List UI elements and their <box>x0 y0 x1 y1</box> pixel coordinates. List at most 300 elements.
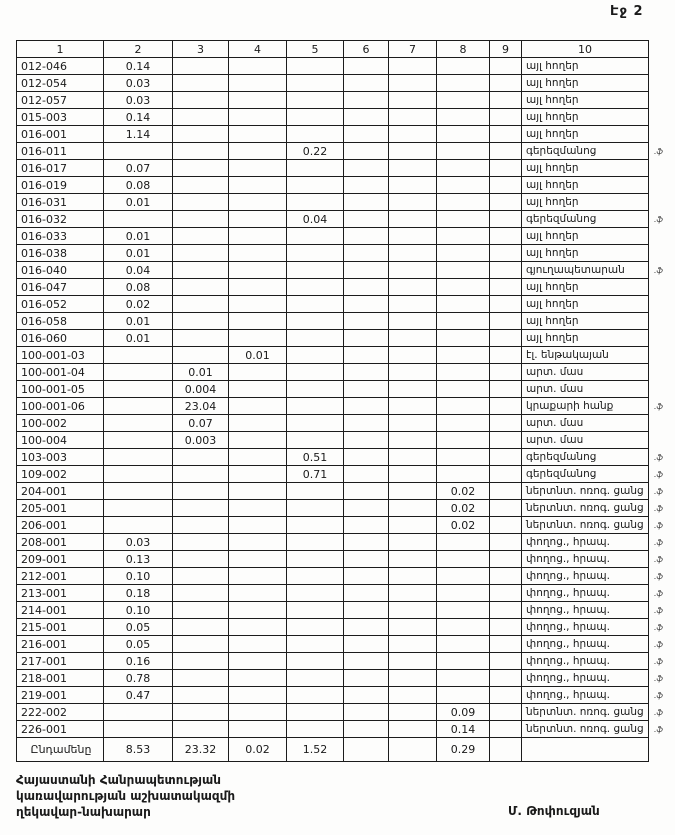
area-value-cell <box>437 262 490 279</box>
area-value-cell: 0.09 <box>437 704 490 721</box>
parcel-code-cell: 205-001 <box>17 500 104 517</box>
area-value-cell <box>389 568 437 585</box>
area-value-cell <box>490 194 522 211</box>
area-value-cell <box>389 364 437 381</box>
parcel-code-cell: 216-001 <box>17 636 104 653</box>
parcel-code-cell: 103-003 <box>17 449 104 466</box>
area-value-cell <box>229 143 287 160</box>
table-row <box>17 262 673 279</box>
area-value-cell <box>389 58 437 75</box>
area-value-cell: 0.29 <box>437 738 490 762</box>
area-value-cell <box>287 721 344 738</box>
area-value-cell <box>104 466 173 483</box>
area-value-cell <box>437 109 490 126</box>
land-type-cell: փողոց., հրապ. <box>522 551 649 568</box>
area-value-cell <box>229 398 287 415</box>
area-value-cell <box>104 721 173 738</box>
area-value-cell <box>389 381 437 398</box>
area-value-cell <box>287 381 344 398</box>
parcel-code-cell: 016-019 <box>17 177 104 194</box>
parcel-code-cell: 012-046 <box>17 58 104 75</box>
area-value-cell <box>490 330 522 347</box>
area-value-cell <box>344 585 389 602</box>
area-value-cell <box>344 92 389 109</box>
parcel-code-cell: 016-033 <box>17 228 104 245</box>
area-value-cell: 0.01 <box>173 364 229 381</box>
area-value-cell <box>287 534 344 551</box>
area-value-cell <box>287 687 344 704</box>
area-value-cell <box>437 58 490 75</box>
area-value-cell <box>173 58 229 75</box>
land-type-cell: այլ հողեր <box>522 160 649 177</box>
area-value-cell <box>104 415 173 432</box>
area-value-cell <box>344 398 389 415</box>
handwritten-margin-mark: .ֆ <box>654 605 663 615</box>
area-value-cell <box>490 92 522 109</box>
parcel-code-cell: 016-031 <box>17 194 104 211</box>
table-row <box>17 517 673 534</box>
area-value-cell <box>490 211 522 228</box>
total-row <box>17 738 673 762</box>
handwritten-margin-mark <box>649 415 673 432</box>
area-value-cell <box>389 194 437 211</box>
area-value-cell <box>437 466 490 483</box>
area-value-cell <box>287 262 344 279</box>
area-value-cell <box>229 296 287 313</box>
handwritten-margin-mark <box>649 160 673 177</box>
area-value-cell: 0.05 <box>104 619 173 636</box>
area-value-cell <box>344 653 389 670</box>
parcel-code-cell: 016-017 <box>17 160 104 177</box>
area-value-cell <box>104 211 173 228</box>
table-row <box>17 228 673 245</box>
handwritten-margin-mark: .ֆ <box>654 503 663 513</box>
area-value-cell <box>229 670 287 687</box>
area-value-cell <box>287 653 344 670</box>
area-value-cell <box>437 75 490 92</box>
area-value-cell: 0.003 <box>173 432 229 449</box>
area-value-cell <box>389 211 437 228</box>
handwritten-margin-mark: .ֆ <box>654 537 663 547</box>
area-value-cell <box>229 126 287 143</box>
handwritten-margin-mark: .ֆ <box>654 214 663 224</box>
area-value-cell <box>344 738 389 762</box>
area-value-cell <box>437 415 490 432</box>
area-value-cell <box>344 75 389 92</box>
table-row <box>17 534 673 551</box>
area-value-cell <box>490 109 522 126</box>
area-value-cell <box>173 619 229 636</box>
area-value-cell <box>287 228 344 245</box>
area-value-cell <box>229 279 287 296</box>
area-value-cell <box>287 160 344 177</box>
area-value-cell <box>344 160 389 177</box>
table-row <box>17 585 673 602</box>
area-value-cell <box>173 517 229 534</box>
area-value-cell <box>389 279 437 296</box>
area-value-cell <box>173 500 229 517</box>
handwritten-margin-mark <box>649 92 673 109</box>
column-header: 8 <box>437 41 490 58</box>
parcel-code-cell: 209-001 <box>17 551 104 568</box>
area-value-cell <box>344 517 389 534</box>
table-row <box>17 177 673 194</box>
area-value-cell <box>490 75 522 92</box>
area-value-cell <box>437 347 490 364</box>
parcel-code-cell: 012-054 <box>17 75 104 92</box>
table-row <box>17 653 673 670</box>
area-value-cell <box>389 313 437 330</box>
area-value-cell <box>490 653 522 670</box>
area-value-cell <box>287 347 344 364</box>
area-value-cell <box>437 194 490 211</box>
column-header: 10 <box>522 41 649 58</box>
parcel-code-cell: 100-002 <box>17 415 104 432</box>
area-value-cell <box>344 126 389 143</box>
table-row <box>17 483 673 500</box>
land-type-cell: փողոց., հրապ. <box>522 687 649 704</box>
handwritten-margin-mark <box>649 313 673 330</box>
land-type-cell: գերեզմանոց <box>522 211 649 228</box>
area-value-cell: 0.08 <box>104 279 173 296</box>
area-value-cell <box>229 483 287 500</box>
area-value-cell <box>229 160 287 177</box>
area-value-cell <box>173 653 229 670</box>
area-value-cell <box>229 653 287 670</box>
handwritten-margin-mark <box>649 177 673 194</box>
handwritten-margin-mark <box>649 245 673 262</box>
area-value-cell <box>344 313 389 330</box>
area-value-cell <box>173 551 229 568</box>
area-value-cell <box>173 177 229 194</box>
area-value-cell <box>287 585 344 602</box>
parcel-code-cell: 016-038 <box>17 245 104 262</box>
area-value-cell <box>389 483 437 500</box>
area-value-cell: 0.01 <box>229 347 287 364</box>
table-row <box>17 211 673 228</box>
area-value-cell <box>437 534 490 551</box>
area-value-cell <box>287 636 344 653</box>
land-type-cell: ներտնտ. ոռոգ. ցանց <box>522 704 649 721</box>
area-value-cell <box>287 92 344 109</box>
area-value-cell <box>173 228 229 245</box>
area-value-cell <box>490 602 522 619</box>
parcel-code-cell: 218-001 <box>17 670 104 687</box>
area-value-cell <box>344 500 389 517</box>
area-value-cell <box>344 619 389 636</box>
table-row <box>17 398 673 415</box>
area-value-cell: 0.13 <box>104 551 173 568</box>
area-value-cell <box>173 568 229 585</box>
area-value-cell <box>389 160 437 177</box>
area-value-cell <box>490 415 522 432</box>
area-value-cell <box>389 177 437 194</box>
area-value-cell <box>229 194 287 211</box>
handwritten-margin-mark <box>649 58 673 75</box>
area-value-cell <box>104 483 173 500</box>
area-value-cell: 0.47 <box>104 687 173 704</box>
header-row <box>17 41 673 58</box>
area-value-cell <box>389 619 437 636</box>
area-value-cell <box>229 58 287 75</box>
area-value-cell <box>173 313 229 330</box>
area-value-cell <box>389 143 437 160</box>
area-value-cell: 0.22 <box>287 143 344 160</box>
area-value-cell <box>229 585 287 602</box>
area-value-cell <box>287 483 344 500</box>
area-value-cell <box>389 449 437 466</box>
handwritten-margin-mark: .ֆ <box>654 673 663 683</box>
area-value-cell <box>173 109 229 126</box>
area-value-cell <box>287 398 344 415</box>
area-value-cell <box>437 619 490 636</box>
area-value-cell <box>389 738 437 762</box>
area-value-cell: 0.02 <box>437 483 490 500</box>
table-row <box>17 126 673 143</box>
parcel-code-cell: 100-001-03 <box>17 347 104 364</box>
handwritten-margin-mark <box>649 364 673 381</box>
area-value-cell <box>344 279 389 296</box>
area-value-cell <box>437 177 490 194</box>
area-value-cell <box>173 75 229 92</box>
area-value-cell <box>104 398 173 415</box>
area-value-cell <box>287 517 344 534</box>
handwritten-margin-mark <box>649 738 673 762</box>
land-type-cell <box>522 738 649 762</box>
land-registry-table <box>16 40 673 762</box>
area-value-cell <box>437 398 490 415</box>
area-value-cell <box>287 602 344 619</box>
area-value-cell <box>173 279 229 296</box>
area-value-cell <box>229 534 287 551</box>
land-type-cell: այլ հողեր <box>522 75 649 92</box>
area-value-cell: 1.14 <box>104 126 173 143</box>
area-value-cell <box>389 245 437 262</box>
area-value-cell <box>490 619 522 636</box>
table-row <box>17 619 673 636</box>
area-value-cell: 0.02 <box>104 296 173 313</box>
area-value-cell <box>173 160 229 177</box>
area-value-cell <box>490 517 522 534</box>
handwritten-margin-mark: .ֆ <box>654 520 663 530</box>
issuer-title-block <box>16 772 235 820</box>
area-value-cell <box>490 58 522 75</box>
area-value-cell <box>287 415 344 432</box>
area-value-cell <box>437 92 490 109</box>
area-value-cell <box>287 364 344 381</box>
area-value-cell <box>490 364 522 381</box>
table-row <box>17 670 673 687</box>
handwritten-margin-mark <box>649 228 673 245</box>
parcel-code-cell: 204-001 <box>17 483 104 500</box>
column-header: 5 <box>287 41 344 58</box>
area-value-cell <box>389 551 437 568</box>
area-value-cell <box>344 551 389 568</box>
area-value-cell <box>287 194 344 211</box>
area-value-cell <box>490 262 522 279</box>
area-value-cell <box>490 143 522 160</box>
area-value-cell: 0.78 <box>104 670 173 687</box>
table-row <box>17 449 673 466</box>
table-row <box>17 364 673 381</box>
handwritten-margin-mark <box>649 381 673 398</box>
area-value-cell: 0.08 <box>104 177 173 194</box>
column-header: 7 <box>389 41 437 58</box>
table-header <box>17 41 673 58</box>
area-value-cell <box>287 330 344 347</box>
area-value-cell: 0.03 <box>104 75 173 92</box>
land-type-cell: կրաքարի հանք <box>522 398 649 415</box>
area-value-cell <box>229 687 287 704</box>
land-type-cell: այլ հողեր <box>522 313 649 330</box>
area-value-cell <box>344 364 389 381</box>
area-value-cell <box>229 636 287 653</box>
table-row <box>17 296 673 313</box>
area-value-cell <box>437 211 490 228</box>
area-value-cell <box>389 636 437 653</box>
land-type-cell: այլ հողեր <box>522 58 649 75</box>
area-value-cell <box>173 636 229 653</box>
area-value-cell <box>437 449 490 466</box>
area-value-cell <box>173 296 229 313</box>
area-value-cell <box>490 738 522 762</box>
land-type-cell: այլ հողեր <box>522 228 649 245</box>
area-value-cell <box>173 262 229 279</box>
area-value-cell <box>173 670 229 687</box>
area-value-cell <box>229 330 287 347</box>
area-value-cell <box>173 143 229 160</box>
land-type-cell: ներտնտ. ոռոգ. ցանց <box>522 483 649 500</box>
area-value-cell <box>437 296 490 313</box>
area-value-cell: 23.04 <box>173 398 229 415</box>
area-value-cell <box>173 466 229 483</box>
area-value-cell <box>389 330 437 347</box>
area-value-cell: 0.02 <box>437 500 490 517</box>
land-type-cell: այլ հողեր <box>522 194 649 211</box>
area-value-cell <box>437 160 490 177</box>
area-value-cell <box>389 585 437 602</box>
parcel-code-cell: 212-001 <box>17 568 104 585</box>
table-row <box>17 636 673 653</box>
table-row <box>17 687 673 704</box>
area-value-cell <box>437 653 490 670</box>
area-value-cell <box>389 347 437 364</box>
table-row <box>17 500 673 517</box>
area-value-cell: 0.10 <box>104 602 173 619</box>
handwritten-margin-mark <box>649 75 673 92</box>
table-row <box>17 92 673 109</box>
area-value-cell <box>229 381 287 398</box>
margin-spacer <box>649 41 673 58</box>
area-value-cell <box>229 364 287 381</box>
area-value-cell <box>173 483 229 500</box>
area-value-cell <box>490 687 522 704</box>
area-value-cell: 0.01 <box>104 194 173 211</box>
signatory-name: Մ. Թոփուզյան <box>508 804 600 818</box>
area-value-cell <box>287 58 344 75</box>
land-type-cell: ներտնտ. ոռոգ. ցանց <box>522 500 649 517</box>
handwritten-margin-mark: .ֆ <box>654 656 663 666</box>
area-value-cell <box>287 279 344 296</box>
area-value-cell <box>344 347 389 364</box>
area-value-cell <box>389 653 437 670</box>
area-value-cell <box>437 687 490 704</box>
area-value-cell: 0.004 <box>173 381 229 398</box>
area-value-cell <box>344 330 389 347</box>
area-value-cell <box>344 245 389 262</box>
area-value-cell: 0.02 <box>437 517 490 534</box>
area-value-cell <box>104 143 173 160</box>
land-type-cell: փողոց., հրապ. <box>522 619 649 636</box>
area-value-cell <box>437 364 490 381</box>
handwritten-margin-mark <box>649 109 673 126</box>
area-value-cell <box>389 500 437 517</box>
table-row <box>17 143 673 160</box>
area-value-cell <box>490 245 522 262</box>
handwritten-margin-mark: .ֆ <box>654 707 663 717</box>
land-type-cell: այլ հողեր <box>522 296 649 313</box>
area-value-cell <box>389 75 437 92</box>
parcel-code-cell: 015-003 <box>17 109 104 126</box>
area-value-cell: 0.14 <box>104 109 173 126</box>
area-value-cell <box>287 177 344 194</box>
area-value-cell <box>389 687 437 704</box>
parcel-code-cell: 016-047 <box>17 279 104 296</box>
area-value-cell <box>389 415 437 432</box>
parcel-code-cell: 100-001-06 <box>17 398 104 415</box>
handwritten-margin-mark <box>649 347 673 364</box>
area-value-cell <box>173 687 229 704</box>
area-value-cell: 0.07 <box>173 415 229 432</box>
area-value-cell <box>229 500 287 517</box>
area-value-cell: 0.03 <box>104 534 173 551</box>
area-value-cell <box>437 330 490 347</box>
area-value-cell: 0.14 <box>437 721 490 738</box>
parcel-code-cell: 219-001 <box>17 687 104 704</box>
area-value-cell <box>389 721 437 738</box>
area-value-cell <box>229 211 287 228</box>
area-value-cell <box>344 58 389 75</box>
handwritten-margin-mark: .ֆ <box>654 690 663 700</box>
land-type-cell: փողոց., հրապ. <box>522 534 649 551</box>
area-value-cell <box>490 534 522 551</box>
area-value-cell <box>389 296 437 313</box>
area-value-cell <box>389 432 437 449</box>
handwritten-margin-mark: .ֆ <box>654 265 663 275</box>
area-value-cell <box>287 568 344 585</box>
land-type-cell: փողոց., հրապ. <box>522 568 649 585</box>
land-type-cell: այլ հողեր <box>522 245 649 262</box>
parcel-code-cell: 213-001 <box>17 585 104 602</box>
land-type-cell: գյուղապետարան <box>522 262 649 279</box>
area-value-cell <box>437 279 490 296</box>
area-value-cell <box>490 636 522 653</box>
parcel-code-cell: 016-060 <box>17 330 104 347</box>
area-value-cell <box>344 687 389 704</box>
area-value-cell <box>490 500 522 517</box>
parcel-code-cell: 016-040 <box>17 262 104 279</box>
column-header: 6 <box>344 41 389 58</box>
area-value-cell: 0.01 <box>104 228 173 245</box>
table-row <box>17 347 673 364</box>
area-value-cell: 0.05 <box>104 636 173 653</box>
area-value-cell <box>389 466 437 483</box>
area-value-cell <box>437 551 490 568</box>
area-value-cell <box>490 670 522 687</box>
area-value-cell <box>490 381 522 398</box>
area-value-cell <box>389 262 437 279</box>
parcel-code-cell: 222-002 <box>17 704 104 721</box>
